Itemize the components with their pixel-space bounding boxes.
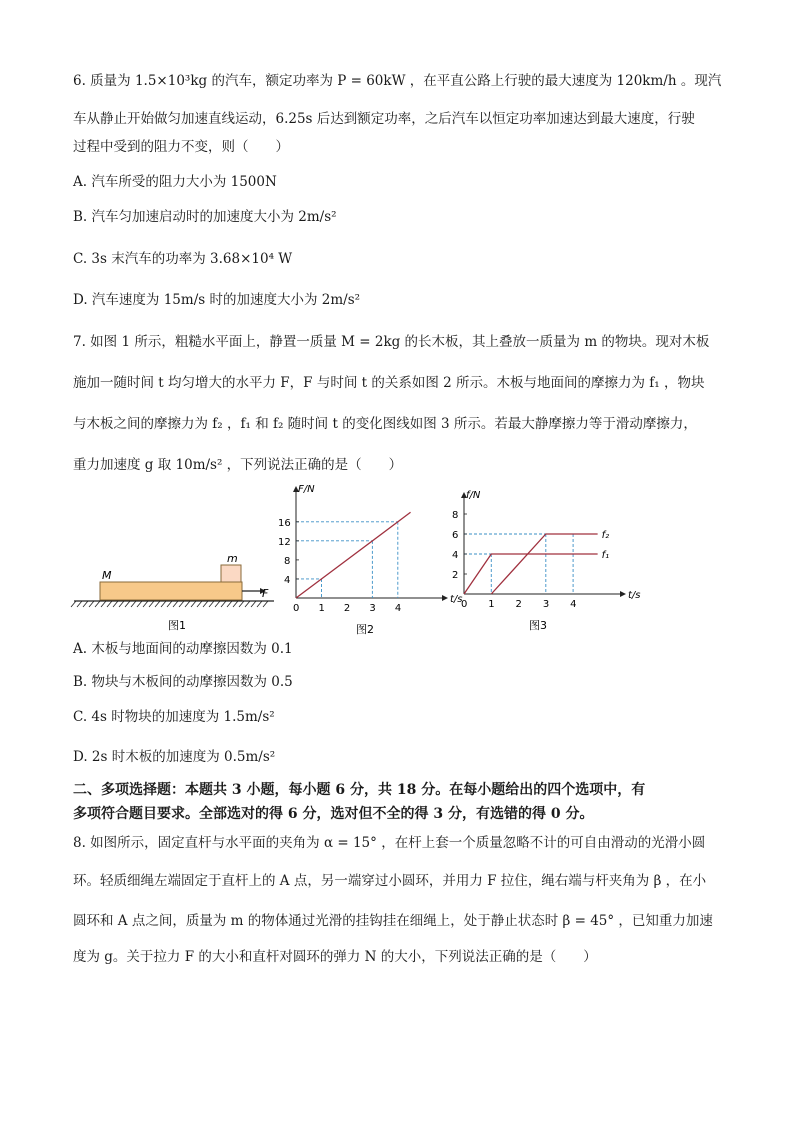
- q6-stem-line-3: 过程中受到的阻力不变，则（ ）: [73, 139, 289, 155]
- hatch-mark: [113, 601, 118, 607]
- label-M: M: [102, 569, 112, 582]
- series-label: f₁: [601, 550, 610, 561]
- ground-hatch: [71, 601, 268, 607]
- block: [221, 565, 241, 582]
- chart-caption: 图2: [356, 623, 374, 636]
- q8-stem-line-1: 8. 如图所示，固定直杆与水平面的夹角为 α = 15° ，在杆上套一个质量忽略不计的可自由滑动的光滑小圆: [73, 835, 706, 851]
- q6-stem-line-1: 6. 质量为 1.5×10³kg 的汽车，额定功率为 P = 60kW ，在平直公路上行驶的最大速度为 120km/h 。现汽: [73, 73, 722, 89]
- hatch-mark: [167, 601, 172, 607]
- q7-option-c: C. 4s 时物块的加速度为 1.5m/s²: [73, 709, 275, 725]
- q8-stem-line-3: 圆环和 A 点之间，质量为 m 的物体通过光滑的挂钩挂在细绳上，处于静止状态时 β = 45° ，已知重力加速: [73, 913, 713, 929]
- y-tick-label: 6: [452, 530, 459, 541]
- figure-3-chart: [442, 482, 642, 632]
- y-tick-label: 2: [452, 570, 459, 581]
- x-tick-label: 2: [343, 603, 351, 614]
- hatch-mark: [95, 601, 100, 607]
- hatch-mark: [107, 601, 112, 607]
- series-label: f₂: [601, 530, 610, 541]
- y-tick-label: 4: [284, 574, 291, 586]
- hatch-mark: [161, 601, 166, 607]
- x-tick-label: 4: [570, 599, 577, 610]
- x-axis-label: t/s: [628, 590, 641, 601]
- y-tick-label: 16: [278, 517, 291, 529]
- hatch-mark: [221, 601, 226, 607]
- hatch-mark: [185, 601, 190, 607]
- board: [100, 582, 242, 600]
- x-axis-label: t/s: [450, 594, 463, 605]
- q6-option-b: B. 汽车匀加速启动时的加速度大小为 2m/s²: [73, 209, 337, 225]
- q7-stem-line-1: 7. 如图 1 所示，粗糙水平面上，静置一质量 M = 2kg 的长木板，其上叠放一质量为 m 的物块。现对木板: [73, 334, 710, 350]
- section2-heading-line-2: 多项符合题目要求。全部选对的得 6 分，选对但不全的得 3 分，有选错的得 0 分。: [73, 806, 594, 822]
- q8-stem-line-4: 度为 g。关于拉力 F 的大小和直杆对圆环的弹力 N 的大小，下列说法正确的是（ ）: [73, 949, 597, 965]
- hatch-mark: [89, 601, 94, 607]
- q6-option-c: C. 3s 末汽车的功率为 3.68×10⁴ W: [73, 251, 293, 267]
- series-line-2: [491, 534, 597, 594]
- series-line-1: [296, 512, 411, 598]
- hatch-mark: [173, 601, 178, 607]
- series-line-1: [464, 554, 598, 594]
- chart-caption: 图3: [529, 619, 547, 632]
- hatch-mark: [125, 601, 130, 607]
- y-tick-label: 12: [278, 536, 291, 548]
- hatch-mark: [263, 601, 268, 607]
- x-tick-label: 4: [394, 603, 402, 614]
- hatch-mark: [119, 601, 124, 607]
- x-tick-label: 0: [461, 599, 468, 610]
- q7-option-d: D. 2s 时木板的加速度为 0.5m/s²: [73, 749, 276, 765]
- hatch-mark: [203, 601, 208, 607]
- hatch-mark: [197, 601, 202, 607]
- y-axis-label: f/N: [466, 490, 481, 501]
- q6-option-d: D. 汽车速度为 15m/s 时的加速度大小为 2m/s²: [73, 292, 361, 308]
- x-tick-label: 1: [318, 603, 325, 614]
- x-tick-label: 3: [542, 599, 550, 610]
- y-axis-label: F/N: [298, 484, 315, 495]
- hatch-mark: [155, 601, 160, 607]
- hatch-mark: [233, 601, 238, 607]
- label-m: m: [227, 552, 238, 565]
- q7-stem-line-3: 与木板之间的摩擦力为 f₂ ，f₁ 和 f₂ 随时间 t 的变化图线如图 3 所示。若最大静摩擦力等于滑动摩擦力，: [73, 416, 697, 432]
- hatch-mark: [77, 601, 82, 607]
- hatch-mark: [179, 601, 184, 607]
- x-axis-arrow: [620, 591, 626, 597]
- q7-stem-line-2: 施加一随时间 t 均匀增大的水平力 F，F 与时间 t 的关系如图 2 所示。木板与地面间的摩擦力为 f₁ ，物块: [73, 375, 705, 391]
- y-tick-label: 8: [452, 510, 459, 521]
- hatch-mark: [191, 601, 196, 607]
- x-tick-label: 2: [515, 599, 522, 610]
- q6-stem-line-2: 车从静止开始做匀加速直线运动，6.25s 后达到额定功率，之后汽车以恒定功率加速达到最大速度，行驶: [73, 111, 695, 127]
- x-tick-label: 1: [488, 599, 495, 610]
- hatch-mark: [257, 601, 262, 607]
- figure-2-chart: [270, 484, 463, 638]
- y-tick-label: 4: [452, 550, 459, 561]
- q7-option-a: A. 木板与地面间的动摩擦因数为 0.1: [73, 641, 293, 657]
- hatch-mark: [131, 601, 136, 607]
- hatch-mark: [245, 601, 250, 607]
- hatch-mark: [101, 601, 106, 607]
- x-tick-label: 3: [369, 603, 376, 614]
- hatch-mark: [215, 601, 220, 607]
- label-F: F: [262, 587, 269, 600]
- q8-stem-line-2: 环。轻质细绳左端固定于直杆上的 A 点，另一端穿过小圆环，并用力 F 拉住，绳右端与杆夹角为 β ，在小: [73, 873, 707, 889]
- hatch-mark: [71, 601, 76, 607]
- hatch-mark: [137, 601, 142, 607]
- y-tick-label: 8: [284, 555, 291, 567]
- hatch-mark: [83, 601, 88, 607]
- q6-option-a: A. 汽车所受的阻力大小为 1500N: [73, 174, 277, 190]
- figure-1-caption: 图1: [168, 619, 186, 632]
- hatch-mark: [251, 601, 256, 607]
- q7-option-b: B. 物块与木板间的动摩擦因数为 0.5: [73, 674, 293, 690]
- hatch-mark: [227, 601, 232, 607]
- hatch-mark: [239, 601, 244, 607]
- q7-stem-line-4: 重力加速度 g 取 10m/s² ，下列说法正确的是（ ）: [73, 457, 403, 473]
- section2-heading-line-1: 二、多项选择题：本题共 3 小题，每小题 6 分，共 18 分。在每小题给出的四个选项中，有: [73, 782, 646, 798]
- figure-1: [64, 545, 284, 635]
- hatch-mark: [143, 601, 148, 607]
- x-tick-label: 0: [293, 603, 300, 614]
- hatch-mark: [209, 601, 214, 607]
- hatch-mark: [149, 601, 154, 607]
